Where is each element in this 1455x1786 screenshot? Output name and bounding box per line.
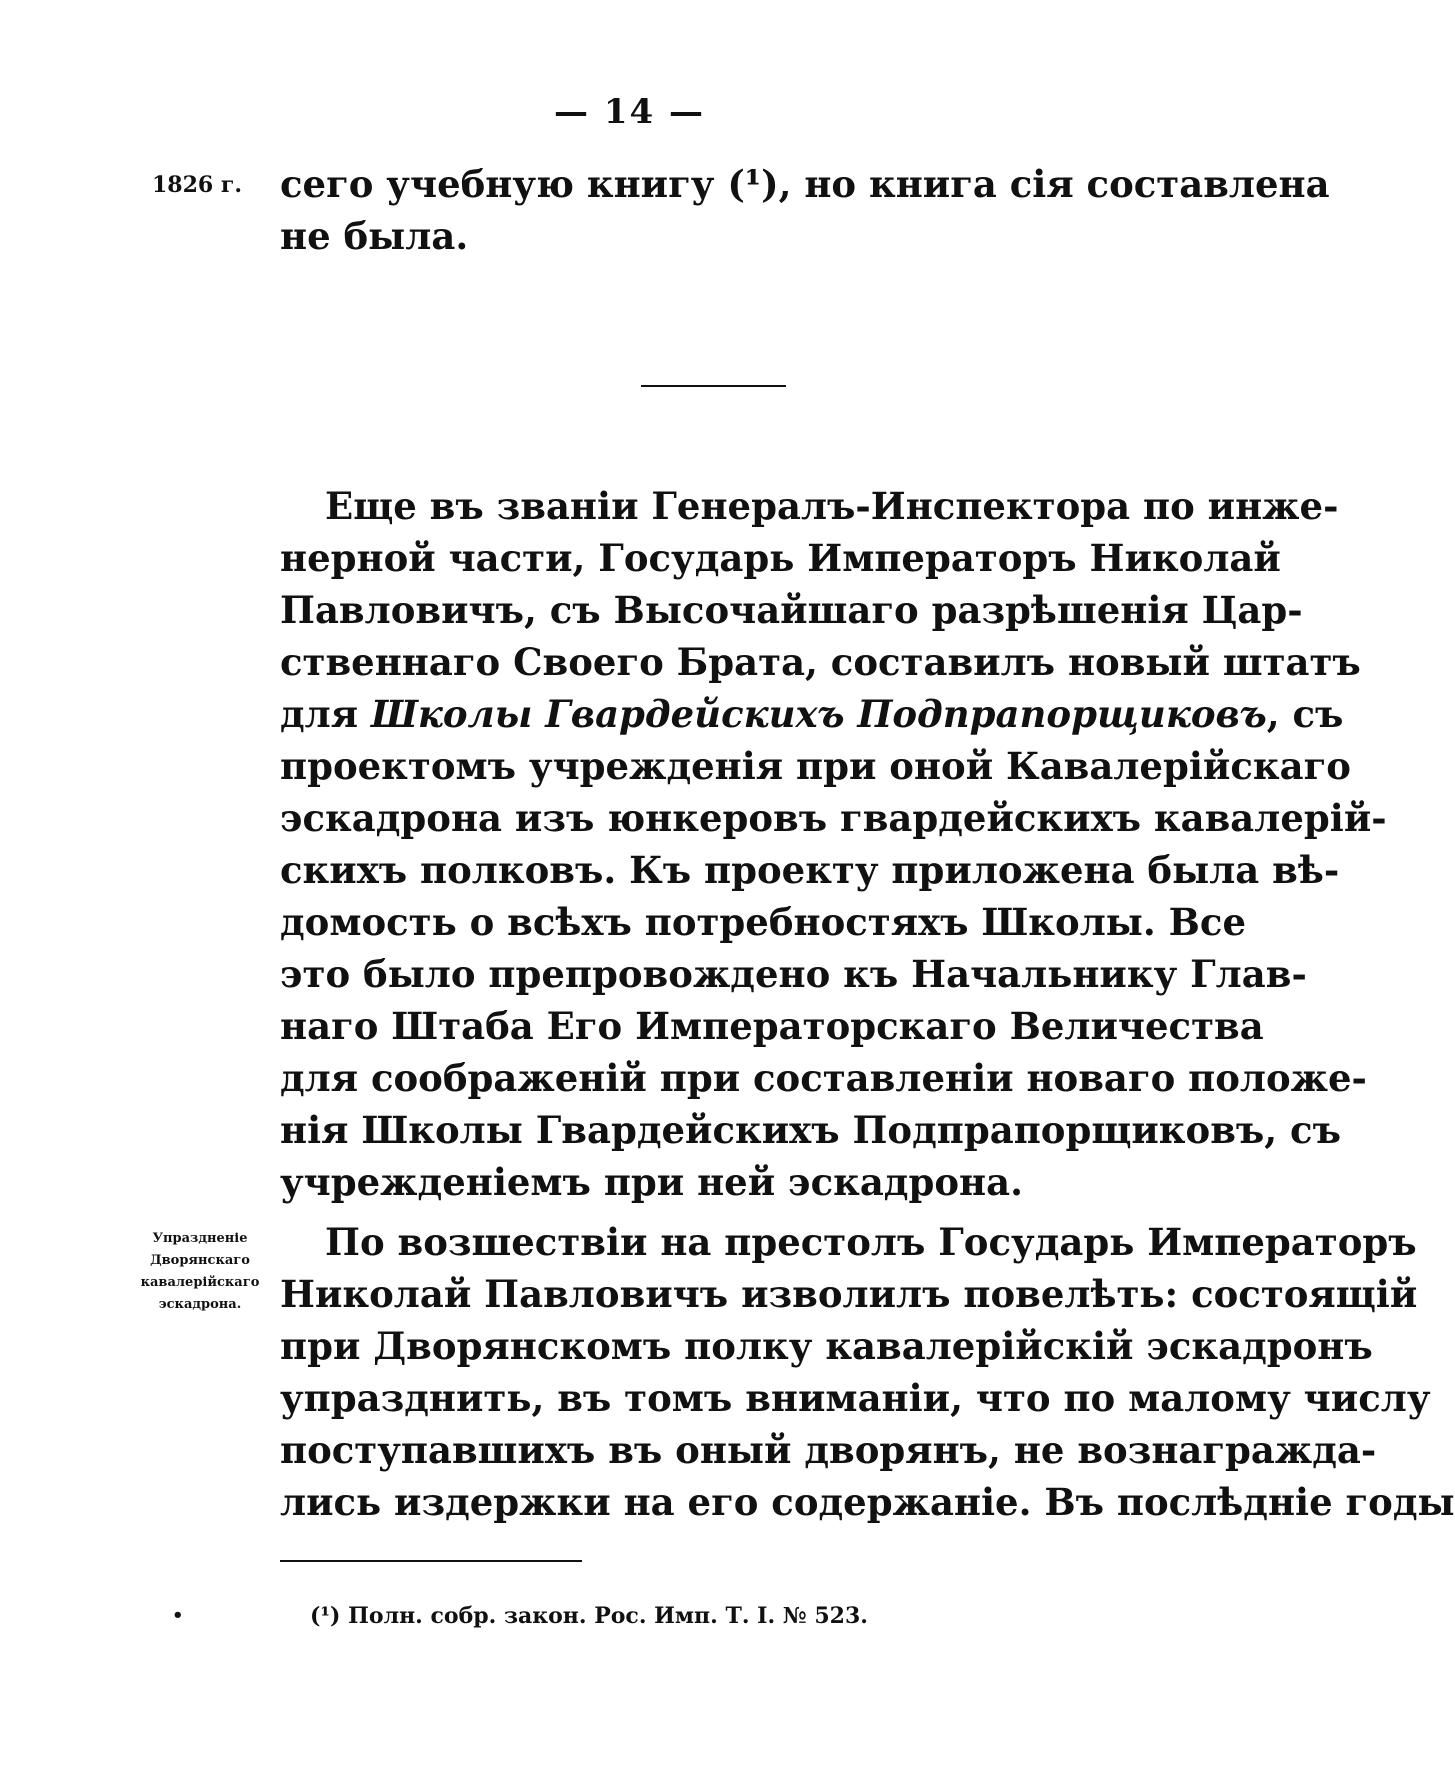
body-line: упразднить, въ томъ вниманіи, что по малому числу <box>280 1376 1431 1420</box>
line-text: , съ <box>1266 692 1344 736</box>
body-line: наго Штаба Его Императорскаго Величества <box>280 1004 1264 1048</box>
body-line <box>280 690 1344 738</box>
margin-note-line: кавалерійскаго <box>140 1275 260 1290</box>
body-line: домость о всѣхъ потребностяхъ Школы. Все <box>280 900 1246 944</box>
margin-note-line: Дворянскаго <box>150 1253 250 1268</box>
section-divider <box>641 385 786 387</box>
body-line: эскадрона изъ юнкеровъ гвардейскихъ кавалерій- <box>280 796 1387 840</box>
body-line: проектомъ учрежденія при оной Кавалерійскаго <box>280 744 1351 788</box>
body-line: Еще въ званіи Генералъ-Инспектора по инже- <box>325 484 1339 528</box>
body-line: Николай Павловичъ изволилъ повелѣть: состоящій <box>280 1272 1418 1316</box>
body-line: лись издержки на его содержаніе. Въ послѣдніе годы <box>280 1480 1455 1524</box>
body-line: По возшествіи на престолъ Государь Императоръ <box>325 1220 1417 1264</box>
body-line: учрежденіемъ при ней эскадрона. <box>280 1160 1023 1204</box>
footnote-rule <box>280 1560 582 1562</box>
school-title: Школы Гвардейскихъ Подпрапорщиковъ <box>370 692 1267 736</box>
margin-year: 1826 г. <box>152 172 243 198</box>
body-line: ственнаго Своего Брата, составилъ новый штатъ <box>280 640 1361 684</box>
footnote: (¹) Полн. собр. закон. Рос. Имп. Т. I. № 523. <box>310 1603 868 1629</box>
body-line: нія Школы Гвардейскихъ Подпрапорщиковъ, съ <box>280 1108 1341 1152</box>
body-line: нерной части, Государь Императоръ Николай <box>280 536 1281 580</box>
margin-note <box>120 1228 280 1316</box>
bullet-mark: • <box>172 1605 184 1626</box>
page-number: — 14 — <box>554 92 705 132</box>
body-line: сего учебную книгу (¹), но книга сія составлена <box>280 162 1330 206</box>
body-line: при Дворянскомъ полку кавалерійскій эскадронъ <box>280 1324 1373 1368</box>
body-line: это было препровождено къ Начальнику Глав- <box>280 952 1307 996</box>
margin-note-line: эскадрона. <box>158 1297 242 1312</box>
body-line: поступавшихъ въ оный дворянъ, не вознагражда- <box>280 1428 1377 1472</box>
body-line: скихъ полковъ. Къ проекту приложена была вѣ- <box>280 848 1340 892</box>
body-line: не была. <box>280 214 469 258</box>
body-line: для соображеній при составленіи новаго положе- <box>280 1056 1367 1100</box>
body-line: Павловичъ, съ Высочайшаго разрѣшенія Цар- <box>280 588 1303 632</box>
margin-note-line: Упраздненіе <box>152 1231 248 1246</box>
line-text: для <box>280 692 371 736</box>
